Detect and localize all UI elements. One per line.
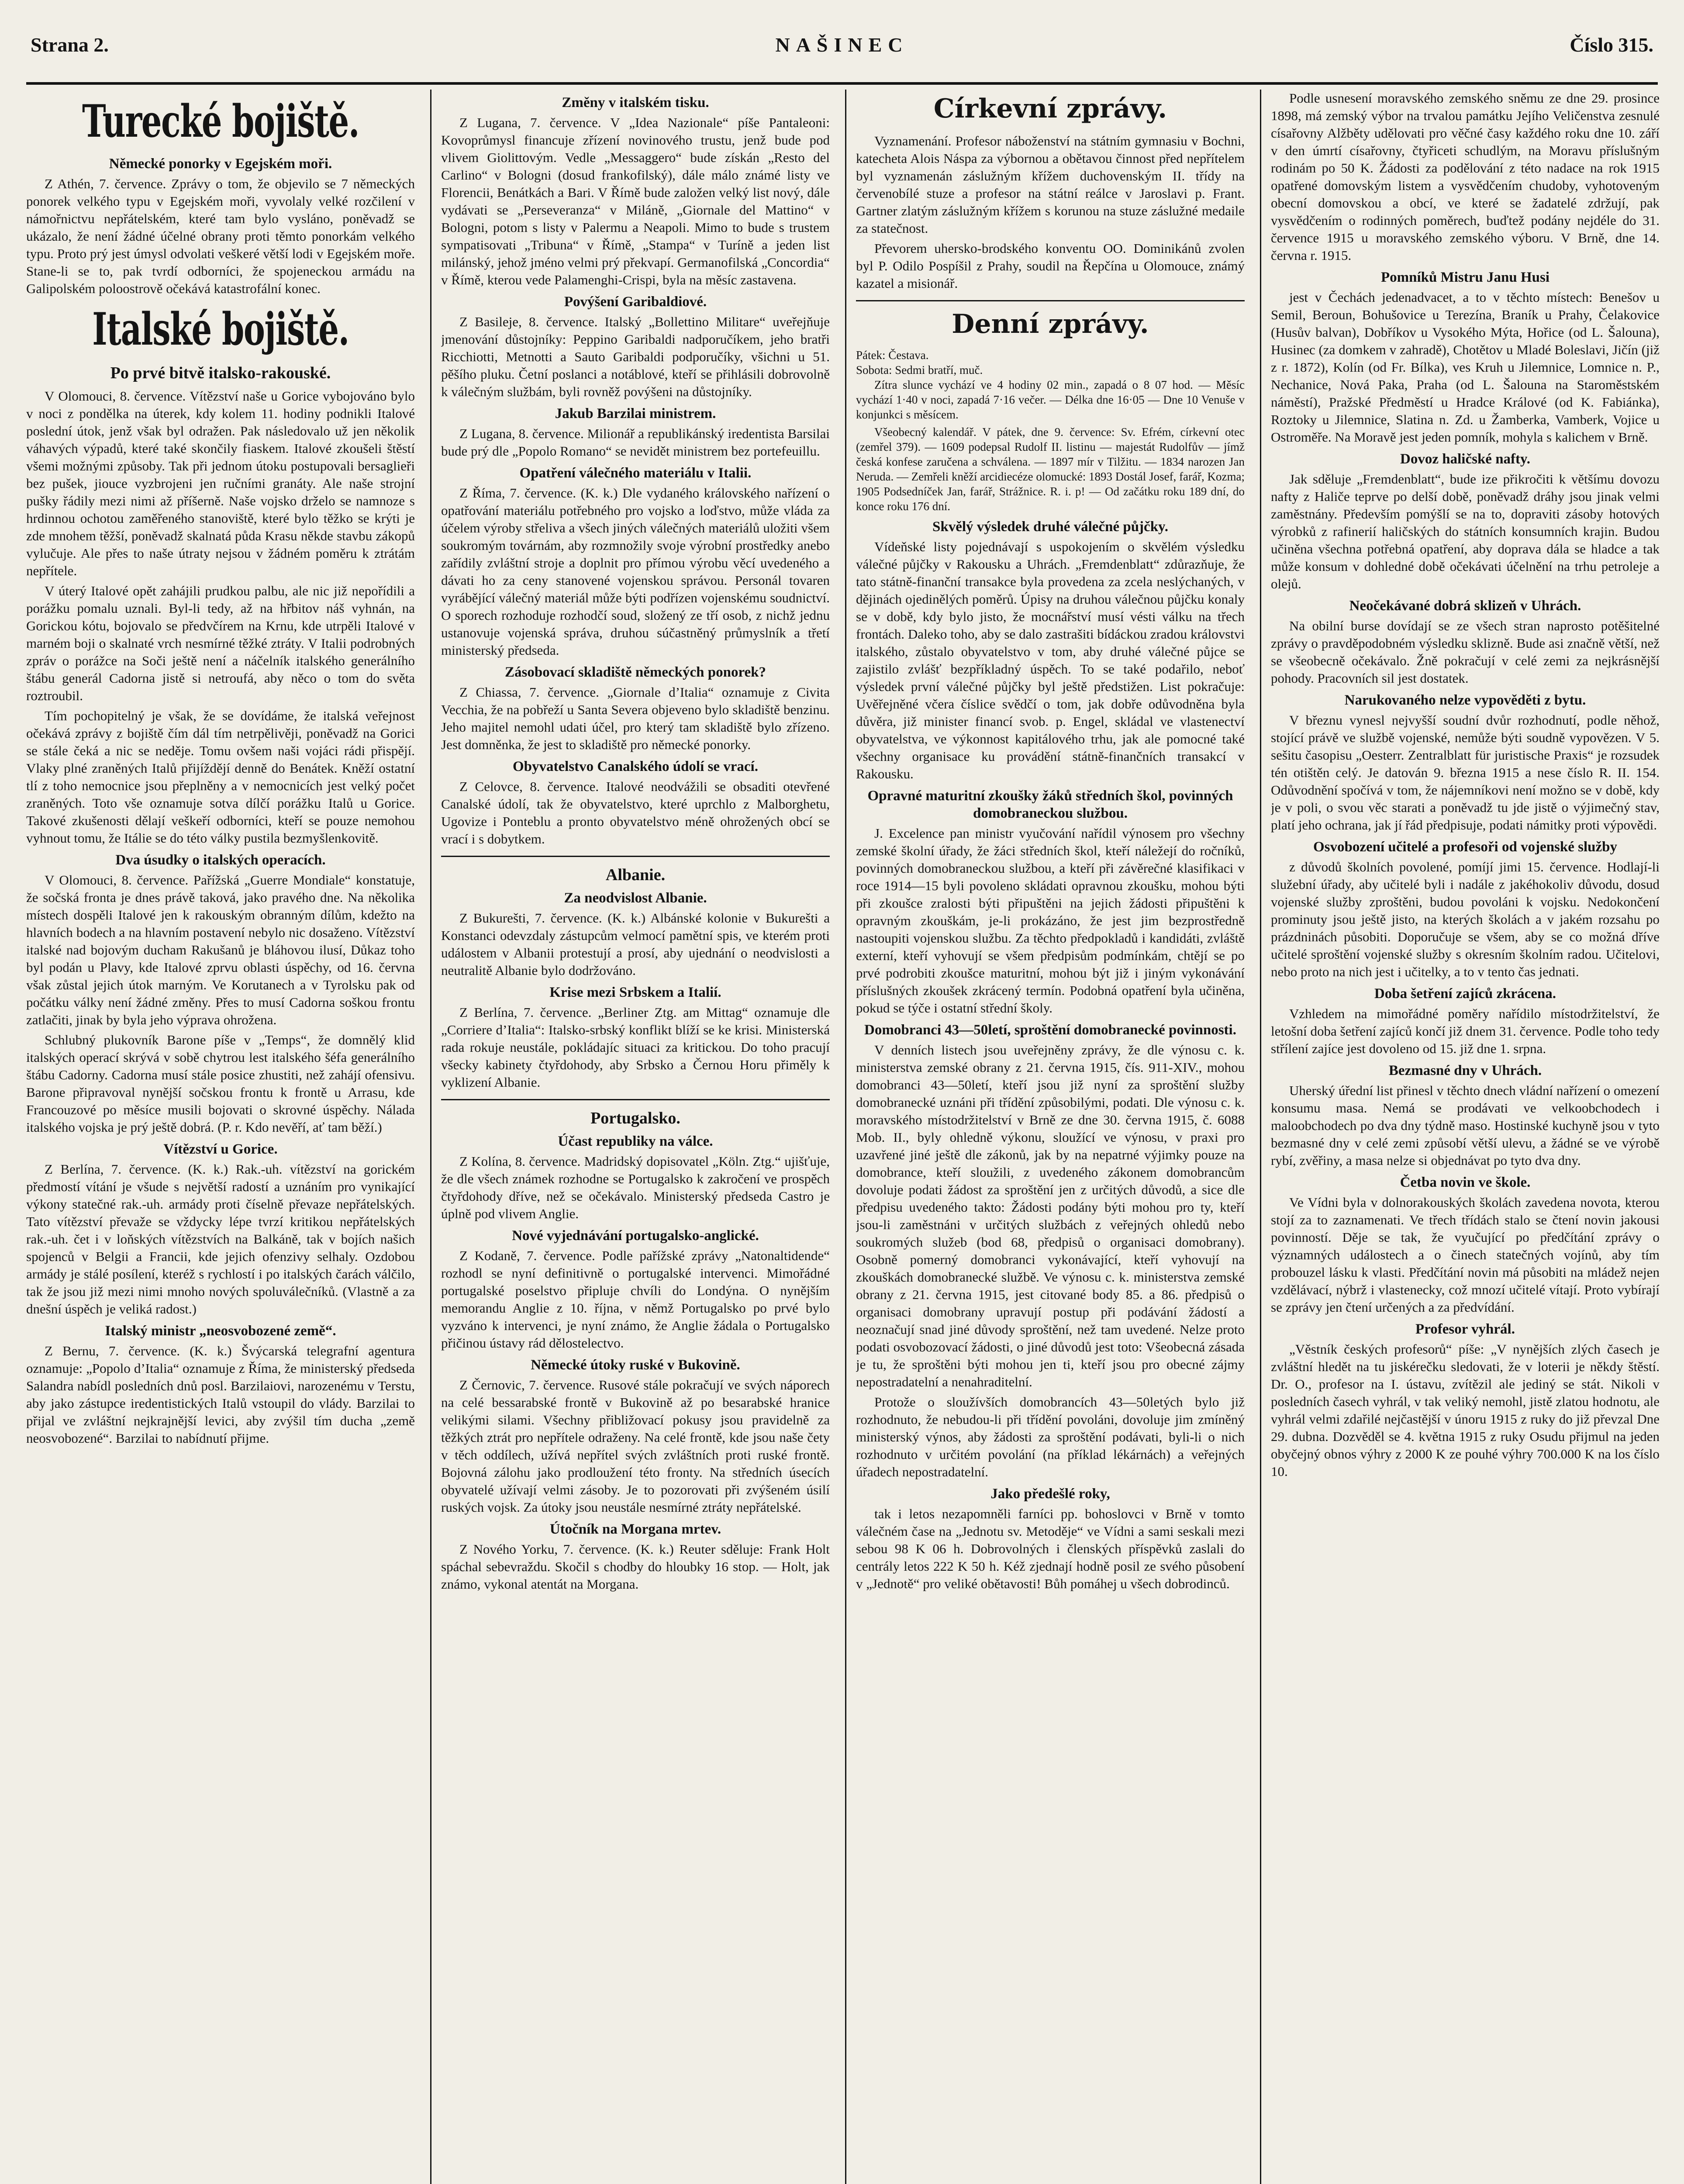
article-headline: Po prvé bitvě italsko-rakouské. (110, 364, 331, 382)
calendar-line: Všeobecný kalendář. V pátek, dne 9. července: Sv. Efrém, církevní otec (zemřel 379). — 1609 podepsal Rudolf II. listinu — majestát Rudolfův — jímž česká konfese zaručena a schválena. — 1897 mír v Tilžitu. — 1834 narozen Jan Neruda. — Zemřeli kněží arcidiecéze olomucké: 1893 Dostál Josef, farář, Kozma; 1905 Podsedníček Jan, farář, Strážnice. R. i. p! — Od začátku roku 189 dní, do konce roku 176 dní. (856, 425, 1245, 513)
article-text: Z Lugana, 8. července. Milionář a republikánský iredentista Barsilai bude prý dle „Popolo Romano“ se nevidět ministrem bez portefeuillu. (441, 426, 830, 459)
article-title: Bezmasné dny v Uhrách. (1388, 1063, 1542, 1078)
article-text: Z Kolína, 8. července. Madridský dopisovatel „Köln. Ztg.“ ujišťuje, že dle všech známek rozhodne se Portugalsko k zakročení ve prospěch čtyřdohody dříve, než se očekávalo. Ministerský předseda Castro je úplně pod vlivem Anglie. (441, 1154, 830, 1221)
article-title: Německé ponorky v Egejském moři. (109, 156, 332, 172)
article-title: Nové vyjednávání portugalsko-anglické. (512, 1228, 759, 1244)
article-text: Z Černovic, 7. července. Rusové stále pokračují ve svých náporech na celé bessarabské frontě v Bukovině až po besarabské hranice velikými silami. Všechny přibližovací pokusy jsou pravidelně za těžkých ztrát pro nepřítele odraženy. Na celé frontě, kde jsou naše čety v těch oddílech, užívá nepřítel svých zvláštních proti ruské frontě. Bojovná zálohu jako prodloužení této fronty. Na středních úsecích obyvatelé užívají velmi zásoby. Je to pozorovati při zvýšeném úsilí ruských vojsk. Za útoky jsou neustále nesmírné ztráty nepřátelské. (441, 1377, 830, 1515)
article-text: Z Kodaně, 7. července. Podle pařížské zprávy „Natonaltidende“ rozhodl se nyní definitivně o portugalské intervenci. Mimořádné portugalské poselstvo připluje chvíli do Londýna. O nynějším memorandu Anglie z 10. října, v němž Portugalsko po prvé bylo vyzváno k intervenci, je nyní známo, že Anglie žádala o Portugalsko přičinou ústavy rád dělostelectvo. (441, 1248, 830, 1351)
article-title: Doba šetření zajíců zkrácena. (1374, 986, 1556, 1002)
article-title: Za neodvislost Albanie. (564, 890, 707, 906)
article-text: V úterý Italové opět zahájili prudkou palbu, ale nic již nepořídili a porážku pomalu uznali. Byl-li tedy, až na hřbitov náš vyhnán, na Gorickou kótu, bojovalo se předvčírem na Krnu, kde utrpěli Italové v marném boji o skalnaté vrch nesmírné těžké ztráty. V Italii podrobných zpráv o porážce na Soči ještě není a náčelník italského generálního štábu generál Cadorna jistě si netroufá, aby něco o tom do světa roztroubil. (26, 583, 415, 703)
article-text: V Olomouci, 8. července. Pařížská „Guerre Mondiale“ konstatuje, že sočská fronta je dnes právě taková, jako pravého dne. Na několika místech dospěli Italové jen k rakouským obranným dílům, kdežto na hlavních bodech a na hlavním postavení nebylo nic dosaženo. Vítězství italské nad bojovým ducham Rakušanů je bláhovou ilusí, Důkaz toho byl podán u Plavy, kde Italové zprvu oblasti úspěchy, od 16. června však zůstal jejich útok marným. Ve Korutanech a v Tyrolsku pak od počátku války není žádné změny. Přes to musí Cadorna soškou frontu zatlačiti, jinak by byla jeho výprava ohrožena. (26, 872, 415, 1027)
article-text: Schlubný plukovník Barone píše v „Temps“, že domnělý klid italských operací skrývá v sobě chytrou lest italského šéfa generálního štábu Cadorny. Cadorna musí stále posice zhustiti, než zahájí ofensivu. Barone připravoval nynější sočskou frontu k frontě u Arrasu, kde Francouzové po měsíce musili bojovati o skrovné úspěchy. Nálada italského vojska je prý ještě dobrá. (P. r. Kdo nevěří, ať tam běží.) (26, 1032, 415, 1135)
article-title: Zásobovací skladiště německých ponorek? (504, 664, 766, 680)
article-title: Dva úsudky o italských operacích. (115, 852, 326, 868)
article-text: „Věstník českých profesorů“ píše: „V nynějších zlých časech je zvláštní hledět na tu jiskérečku sledovati, že v loterii je někdy štěstí. Dr. O., profesor na I. ústavu, zvítězil ale jediný se stát. Nikoli v posledních časech vyhrál, v tak veliký nemohl, jistě zlatou hodnotu, ale vyhrál velmi zdařilé nejčastější v únoru 1915 z ruky do již převzal Dne 29. dubna. Dozvěděl se 4. května 1915 z ruky Osudu přijmul na jeden obyčejný obnos výhry z 2000 K ze pouhé výhry 700.000 K na los číslo 10. (1271, 1341, 1660, 1479)
section-rule (441, 856, 830, 857)
column-1 (26, 90, 415, 2184)
article-text: Podle usnesení moravského zemského sněmu ze dne 29. prosince 1898, má zemský výbor na trvalou památku Jejího Veličenstva zesnulé císařovny Alžběty udělovati pro věčné časy každého roku dne 10. září v den úmrtí císařovny, čtyřiceti schudlým, na Moravu příslušným rodinám po 50 K. Žádosti za podělování z této nadace na rok 1915 opatřené domovským listem a vysvědčením chudoby, vyhotoveným obecní domovskou a obcí, ve které se žadatelé zdržují, pak vysvědčením o rodinných poměrech, buďtež podány nejdéle do 31. července 1915 u moravského zemského výboru. V Brně, dne 14. června r. 1915. (1271, 90, 1660, 263)
article-title: Domobranci 43—50letí, sproštění domobranecké povinnosti. (864, 1022, 1236, 1038)
article-title: Vítězství u Gorice. (163, 1141, 278, 1157)
section-rule (441, 1099, 830, 1100)
article-title: Německé útoky ruské v Bukovině. (531, 1357, 740, 1373)
column-3 (856, 90, 1245, 2184)
column-4 (1271, 90, 1660, 2184)
article-text: Z Chiassa, 7. července. „Giornale d’Italia“ oznamuje z Civita Vecchia, že na pobřeží u Santa Severa objeveno bylo skladiště benzinu. Jeho majitel nemohl udati účel, pro který tam skladiště bylo zřízeno. Jest domněnka, že jest to skladiště pro německé ponorky. (441, 684, 830, 752)
article-title: Opatření válečného materiálu v Italii. (519, 465, 752, 481)
article-title: Narukovaného nelze vypověděti z bytu. (1344, 692, 1586, 708)
article-title: Jakub Barzilai ministrem. (555, 406, 716, 422)
section-heading-church: Církevní zprávy. (933, 93, 1167, 124)
issue-number: Číslo 315. (1570, 34, 1653, 56)
article-text: Z Athén, 7. července. Zprávy o tom, že objevilo se 7 německých ponorek velkého typu v Egejském moři, vyvolaly velké rozčilení v námořnictvu nepřátelském, které tam bylo vysláno, poněvadž se ukázalo, že není žádné účelné obrany proti těmto ponorkám velkého typu. Proto prý jest úmysl odvolati veškeré větší lodi v Egejském moře. Stane-li se to, pak tvrdí odborníci, že spojeneckou armádu na Galipolském poloostrově očekává katastrofální konec. (26, 176, 415, 296)
article-text: Z Bernu, 7. července. (K. k.) Švýcarská telegrafní agentura oznamuje: „Popolo d’Italia“ oznamuje z Říma, že ministerský předseda Salandra nabídl posledních dnů posl. Barzilaiovi, narozenému v Terstu, aby jako zástupce iredentistických Italů vstoupil do vlády. Barzilai to přijal ve zvláštní nejkrajnější levici, aby zvýšil tím ducha „země neosvobozené“. Barzilai to nabídnutí přijme. (26, 1343, 415, 1446)
article-text: Z Nového Yorku, 7. července. (K. k.) Reuter sděluje: Frank Holt spáchal sebevraždu. Skočil s chodby do hloubky 16 stop. — Holt, jak známo, vykonal atentát na Morgana. (441, 1541, 830, 1592)
article-text: Převorem uhersko-brodského konventu OO. Dominikánů zvolen byl P. Odilo Pospíšil z Prahy, soudil na Řepčína u Olomouce, známý kazatel a misionář. (856, 241, 1245, 291)
article-text: Ve Vídni byla v dolnorakouských školách zavedena novota, kterou stojí za to zaznamenati. Ve třech třídách stalo se čtení novin jakousi povinností. Děje se tak, že vyučující po předčítání zprávy o významných událostech a o činech statečných vojínů, aby tím probouzel lásku k vlasti. Předčítání novin má působiti na mládež nejen vzdělávací, nýbrž i vlastenecky, což mnozí učitelé vítají. Proto vybírají se zprávy jen čtení určených a za předvídání. (1271, 1195, 1660, 1315)
article-text: Vzhledem na mimořádné poměry nařídilo místodržitelství, že letošní doba šetření zajíců končí již dnem 31. července. Podle toho tedy střílení zajíce jest dovoleno od 15. již dne 1. srpna. (1271, 1006, 1660, 1056)
article-text: Tím pochopitelný je však, že se dovídáme, že italská veřejnost očekává zprávy z bojiště čím dál tím netrpělivěji, poněvadž na Gorici se stále čeká a nic se neděje. Tomu ovšem naši vojáci rádi přispějí. Vlaky plné zraněných Italů přijíždějí denně do Benátek. Kněží ostatní tlí z toho nemocnice jsou přeplněny a v nemocnicích jest velký počet zraněných. Toto vše oznamuje sotva dílčí porážku Italů u Gorice. Takové zkušenosti dělají veškeří odborníci, kteří se pouze nemohou vyhnout tomu, že Itálie se do této války pustila bezmyšlenkovitě. (26, 708, 415, 846)
article-text: Jak sděluje „Fremdenblatt“, bude ize přikročiti k většímu dovozu nafty z Haliče teprve po delší době, poněvadž dráhy jsou jinak velmi zaměstnány. Především pomýšlí se na to, dopraviti zásoby hotových výrobků z rafinerií haličských do státních konsumních krajin. Budou učiněna všechna potřebná opatření, aby doprava dála se hladce a tak může konsum v dohledné době očekávati účelnění na trhu petroleje a olejů. (1271, 471, 1660, 591)
column-divider (430, 90, 431, 2184)
article-text: Protože o sloužívších domobrancích 43—50letých bylo již rozhodnuto, že nebudou-li při třídění povoláni, dovoluje jim zmíněný ministerský výnos, aby žádosti za sproštění podávati, byli-li o nich rozhodnuto v určitém povolání (na příklad lékárnách) a veřejných úřadech nepostradatelní. (856, 1394, 1245, 1479)
article-title: Osvobození učitelé a profesoři od vojenské služby (1313, 839, 1618, 855)
article-title: Účast republiky na válce. (558, 1133, 713, 1149)
section-banner-turkish: Turecké bojiště. (82, 95, 359, 148)
article-title: Italský ministr „neosvobozené země“. (105, 1323, 336, 1339)
column-divider (1260, 90, 1261, 2184)
article-text: Vyznamenání. Profesor náboženství na státním gymnasiu v Bochni, katecheta Alois Náspa za výbornou a obětavou činnost před nepřítelem byl vyznamenán záslužným křížem duchovenským II. třídy na červenobílé stuze a profesor na státní reálce v Jaroslavi p. Frant. Gartner zlatým záslužným křížem s korunou na stuze záslužné medaile za statečnost. (856, 133, 1245, 236)
article-text: Z Říma, 7. července. (K. k.) Dle vydaného královského nařízení o opatřování materiálu potřebného pro vojsko a loďstvo, může vláda za účelem výroby střeliva a všech jiných válečných materiálů uložiti všem soukromým továrnám, aby rozmnožily svoje výrobní prostředky anebo zařídily zvláštní stroje a doplnit pro přímou výrobu věcí uvedeného a dávati ho za ceny stanovené vojenskou správou. Personál tovaren vyrábějící válečný materiál může býti podřízen vojenskému soudnictví. O sporech rozhoduje rozhodčí soud, složený ze tří osob, z nichž jednu ustanovuje vojenská správa, druhou súčastněný průmyslník a třetí ministerský předseda. (441, 485, 830, 658)
calendar-line: Zítra slunce vychází ve 4 hodiny 02 min., zapadá o 8 07 hod. — Měsíc vychází 1·40 v noci, zapadá 7·16 večer. — Délka dne 16·05 — Dne 10 Venuše v konjunkci s měsícem. (856, 378, 1245, 421)
article-title: Profesor vyhrál. (1415, 1321, 1515, 1337)
article-text: Z Berlína, 7. července. „Berliner Ztg. am Mittag“ oznamuje dle „Corriere d’Italia“: Italsko-srbský konflikt blíží se ke krisi. Ministerská rada rokuje neustále, pokládajíc situaci za kritickou. Do toho pracují všecky kabinety čtyřdohody, aby Srbsko a Černou Horu přiměly k vyklizení Albanie. (441, 1005, 830, 1090)
article-text: V březnu vynesl nejvyšší soudní dvůr rozhodnutí, podle něhož, stojící právě ve službě vojenské, nemůže býti soudně vypovězen. V 5. sešitu časopisu „Oesterr. Zentralblatt für juristische Praxis“ je rozsudek tén otištěn celý. Je datován 9. března 1915 a nese číslo R. II. 154. Odůvodnění spočívá v tom, že nájemníkovi není možno se v době, kdy je v poli, o svou věc starati a poněvadž tu jde jistě o výjimečný stav, platí jeho ochrana, jak jí řád předpisuje, podati námitky proti výpovědi. (1271, 712, 1660, 833)
header-rule (26, 82, 1658, 85)
article-title: Skvělý výsledek druhé válečné půjčky. (932, 519, 1168, 535)
article-title: Obyvatelstvo Canalského údolí se vrací. (513, 759, 758, 774)
article-title: Opravné maturitní zkoušky žáků středních škol, povinných domobraneckou službou. (867, 788, 1233, 821)
article-text: tak i letos nezapomněli farníci pp. bohoslovci v Brně v tomto válečném čase na „Jednotu sv. Metoděje“ ve Vídni a sami seskali mezi sebou 98 K 06 h. Dobrovolných i členských příspěvků zaslali do centrály letos 222 K 50 h. Kéž zjednají hodně posil ze svého působení v „Jednotě“ pro veliké obětavosti! Bůh pomáhej u všech dobrodinců. (856, 1506, 1245, 1591)
article-text: Na obilní burse dovídají se ze všech stran naprosto potěšitelné zprávy o pravděpodobném výsledku sklizně. Bude asi značně větší, než se všeobecně očekávalo. Žně pokračují v celé zemi za nejkrásnější pohody. Pracovních sil jest dostatek. (1271, 618, 1660, 686)
calendar-line: Sobota: Sedmi bratří, muč. (856, 363, 983, 377)
article-text: Uherský úřední list přinesl v těchto dnech vládní nařízení o omezení konsumu masa. Nemá se prodávati ve velkoobchodech i maloobchodech po dva dny týdně maso. Hostinské kuchyně jsou v tyto bezmasné dny v celé zemi způsobí větší ulevu, a žádné se ve výrobě rybí, zvěřiny, a masa nelze si objednávat po tyto dva dny. (1271, 1083, 1660, 1168)
article-text: Z Berlína, 7. července. (K. k.) Rak.-uh. vítězství na gorickém předmostí vítání je všude s největší radostí a uznáním pro vynikající výkony statečné rak.-uh. armády proti číselně převaze nepřátelských. Tato vítězství převaže se vždycky lépe tvrzí kritikou nepřátelských rak.-uh. čet i v loňských vítězstvích na Balkáně, tak v bojích našich spojenců v Belgii a Francii, kde jejich ofenzivy selhaly. Ozdobou armády je stálé posílení, kteréž s rychlostí i po italských čarách válčilo, tak že jsou již mezi nimi mnoho nových spoluválečníků. (Vlastně a za dnešní úspěch je veliká radost.) (26, 1161, 415, 1317)
article-text: Z Celovce, 8. července. Italové neodvážili se obsaditi otevřené Canalské údolí, tak že obyvatelstvo, které uprchlo z Malborghetu, Ugovize i Ponteblu a pronto obyvatelstvo méně ohrožených obcí se vrací i s dobytkem. (441, 779, 830, 847)
article-text: Z Lugana, 7. července. V „Idea Nazionale“ píše Pantaleoni: Kovoprůmysl financuje zřízení novinového trustu, jenž bude pod vlivem Giolittovým. Vedle „Messaggero“ bude získán „Resto del Carlino“ v Bologni (dosud frankofilský), dále málo známé listy ve Florencii, Benátkách a Bari. V Římě bude založen velký list nový, dále vydávati se „Perseveranza“ v Miláně, „Giornale del Mattino“ v Bologni, potom s listy v Palermu a Neapoli. Mimo to bude s trustem sympatisovati „Tribuna“ v Římě, „Stampa“ v Turíně a jeden list milánský, jehož jméno velmi prý překvapí. Germanofilská „Concordia“ v Římě, kterou vede Palamenghi-Crispi, byla na měsíc zastavena. (441, 115, 830, 287)
article-title: Krise mezi Srbskem a Italií. (549, 985, 721, 1000)
page-number: Strana 2. (31, 34, 109, 56)
article-title: Pomníků Mistru Janu Husi (1380, 270, 1549, 285)
calendar-box (856, 348, 1245, 514)
article-text: V denních listech jsou uveřejněny zprávy, že dle výnosu c. k. ministerstva zemské obrany z 21. června 1915, čís. 911-XIV., mohou domobranci 43—50letí, kteří jsou již nyní za sproštění služby domobranecké uznáni při třídění způsobilými, podati. Dle výnosu c. k. moravského místodržitelství v Brně ze dne 30. června 1915, č. 6088 Mob. II., byly ohledně výkonu, sloužící ve výnosu, v praxi pro uzavřené jiné ještě dle zákonů, jak by na nepatrné výjimky pouze na domobrance, kteří sloužili, z uvedeného zákonem domobrancům dovoluje podati žádost za sproštění jen z určitých důvodů, a sice dle předpisu uvedeného takto: Žádosti podány býti mohou pro ty, kteří jsou-li zaměstnáni v určitých službách z veřejných ohledů nebo soukromých služeb (bod 68, předpisů o organisaci domobrany). Osobně pomerný domobranci vykonávající, kteří vyhovují na zkouškách domobranecké službě. Ve výnosu c. k. ministerstva zemské obrany z 21. června 1915, jest citované body 85. a 86. předpisů o organisaci domobrany upravují postup při podávání žádostí a neoznačují snad jiné důvody sproštění, než tam uvedené. Nelze proto podati osvobozovací žádosti, o jiné důvodů jest toto: Všeobecná zásada je tu, že sproštěni býti mohou jen ti, kteří jsou pro obecné zájmy nepostradatelní a nenahraditelní. (856, 1042, 1245, 1389)
section-heading-albania: Albanie. (605, 866, 666, 884)
article-title: Dovoz haličské nafty. (1400, 451, 1530, 467)
article-text: jest v Čechách jedenadvacet, a to v těchto místech: Benešov u Semil, Beroun, Bohušovice u Terezína, Braník u Prahy, Čelakovice (Husův balvan), Dobříkov u Vysokého Mýta, Hořice (od L. Šalouna), Husinec (za domkem v zahradě), Chotětov u Mladé Boleslavi, Jičín (již z r. 1872), Kolín (od Fr. Bílka), ves Kruh u Jilemnice, Lomnice n. P., Nechanice, Nová Paka, Praha (od L. Šalouna na Staroměstském náměstí), Pražské Předměstí u Hradce Králové (od K. Fabiánka), Roztoky u Jilemnice, Slatina n. Zd. u Žamberka, Vamberk, Vojice u Ostroměře. Na Moravě jest jeden pomník, mohyla s kalichem v Brně. (1271, 290, 1660, 445)
article-text: Vídeňské listy pojednávají s uspokojením o skvělém výsledku válečné půjčky v Rakousku a Uhrách. „Fremdenblatt“ zdůrazňuje, že tato státně-finanční transakce byla provedena za zcela neslýchaných, v dějinách ojedinělých poměrů. Úpisy na druhou válečnou půjčku konaly se v době, kdy bylo jisto, že mocnářství musí vésti válku na třech frontách. Daleko toho, aby se dalo zastrašiti bídáckou zradou královstvi italského, zůstalo obyvatelstvo v tom, aby druhé válečné půjce se zajistilo zvlášť bezpříkladný úspěch. To se také podařilo, neboť výsledek první válečné půjčky byl ještě předstižen. List pokračuje: Uvěřejněné včera číslice svědčí o tom, jak dobře odůvodněna byla důvěra, již minister financí svob. p. Engel, skládal ve vlastenectví obyvatelstva, ve výkonnost kapitálového trhu, jak ale pomocné také všechny organisace ku provádění státně-finančních transakcí v Rakousku. (856, 539, 1245, 781)
newspaper-title: NAŠINEC (775, 34, 909, 56)
column-divider (845, 90, 846, 2184)
article-title: Jako předešlé roky, (990, 1486, 1110, 1502)
page-header (26, 17, 1658, 74)
article-text: J. Excelence pan ministr vyučování nařídil výnosem pro všechny zemské školní úřady, že žáci středních škol, kteří náležejí do ročníků, povinných domobraneckou službou, a kteří při závěrečné klasifikaci v roce 1914—15 byli povoleno skládati opravnou zkoušku, mohou býti při zkoušce zralosti býti připuštěni na jejich žádosti připuštěni k opravným zkouškám, je-li prokázáno, že jest jim bezprostředně nastoupiti vojenskou službu. Za těchto předpokladů i kandidáti, zvláště externí, kteří vyhovují se všem předpisům podmínkám, chtějí se po prvé podrobiti zkoušce maturitní, mohou být již i jiným vykonávání příslušných zkoušek zkrácený termín. Podobná opatření byla učiněna, pokud se týče i ostatní střední školy. (856, 826, 1245, 1016)
section-heading-daily: Denní zprávy. (952, 309, 1149, 339)
article-text: V Olomouci, 8. července. Vítězství naše u Gorice vybojováno bylo v noci z pondělka na úterek, kdy kolem 11. hodiny podnikli Italové poslední útok, jenž však byl odražen. Pak následovalo už jen několik váhavých výpadů, které také skončily fiaskem. Italové zkoušeli štěstí všemi možnými způsoby. Tak při jednom útoku postupovali bersaglieři bez pušek, jiouce vyzbrojeni jen ručními granáty. Ale naše strojní pušky řádily mezi nimi až příšerně. Naše vojsko drželo se namnoze s hrdinnou ochotou zaměřeného stanoviště, které bylo těžko se krýti je zde mnohem těžší, poněvadž skalnatá půda Krasu někde stavbu zákopů vylučuje. Ale přes to naše útraty nejsou v žádném poměru k ztrátám nepřítele. (26, 388, 415, 578)
article-text: Z Bukurešti, 7. července. (K. k.) Albánské kolonie v Bukurešti a Konstanci odevzdaly zástupcům velmocí pamětní spis, ve kterém proti událostem v Albanii protestují a prosí, aby ujednání o neodvislosti a neutralitě Albanie bylo dodržováno. (441, 910, 830, 978)
article-title: Útočník na Morgana mrtev. (549, 1521, 721, 1537)
article-text: z důvodů školních povolené, pomíjí jimi 15. července. Hodlají-li služební úřady, aby učitelé byli i nadále z jakéhokoliv důvodu, dosud vojenské služby zproštěni, budou povoláni k vojsku. Nedokončení prominuty jsou ještě jisto, na kterých školách a v jakém rozsahu po prázdninách působiti. Doporučuje se všem, aby se co možná dříve učitelé sproštění vojenské služby s okresním školním radou. Učitelovi, nebo proto na nich jest i učitelky, a to v tento čas jednati. (1271, 859, 1660, 979)
article-title: Změny v italském tisku. (562, 95, 709, 111)
calendar-line: Pátek: Čestava. (856, 349, 929, 362)
article-title: Četba novin ve škole. (1400, 1175, 1531, 1190)
article-title: Povýšení Garibaldiové. (564, 294, 707, 310)
section-heading-portugal: Portugalsko. (590, 1109, 680, 1127)
column-2 (441, 90, 830, 2184)
article-text: Z Basileje, 8. července. Italský „Bollettino Militare“ uveřejňuje jmenování důstojníky: Peppino Garibaldi nadporučíkem, jeho bratři Ricchiotti, Metnotti a Sauto Garibaldi podporučíky, všichni u 51. pěšího pluku. Četní poslanci a notáblové, kteří se přihlásili dobrovolně k válečným službám, byli rovněž povýšeni na důstojníky. (441, 314, 830, 399)
section-banner-italian: Italské bojiště. (92, 303, 349, 356)
section-rule (856, 300, 1245, 301)
article-title: Neočekávané dobrá sklizeň v Uhrách. (1349, 598, 1581, 614)
